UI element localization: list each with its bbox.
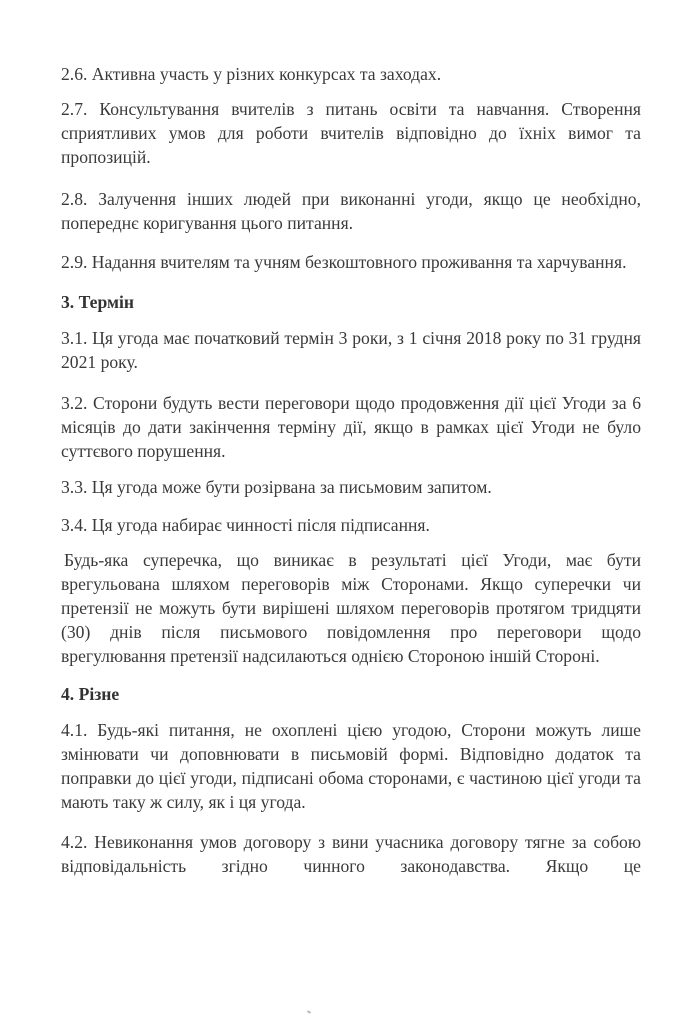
clause-3-1: 3.1. Ця угода має початковий термін 3 роки, з 1 січня 2018 року по 31 грудня 2021 року. [61, 328, 641, 372]
document-page [61, 60, 641, 878]
dispute-paragraph: Будь-яка суперечка, що виникає в результаті цієї Угоди, має бути врегульована шляхом переговорів між Сторонами. Якщо суперечки чи претензії не можуть бути вирішені шляхом переговорів протягом тридцяти (30) днів після письмового повідомлення про переговори щодо врегулювання претензії надсилаються однією Стороною іншій Стороні. [61, 550, 641, 666]
clause-4-1: 4.1. Будь-які питання, не охоплені цією угодою, Сторони можуть лише змінювати чи доповнювати в письмовій формі. Відповідно додаток та поправки до цієї угоди, підписані обома сторонами, є частиною цієї угоди та мають таку ж силу, як і ця угода. [61, 720, 641, 812]
clause-2-7: 2.7. Консультування вчителів з питань освіти та навчання. Створення сприятливих умов для роботи вчителів відповідно до їхніх вимог та пропозицій. [61, 99, 641, 167]
clause-3-2: 3.2. Сторони будуть вести переговори щодо продовження дії цієї Угоди за 6 місяців до дати закінчення терміну дії, якщо в рамках цієї Угоди не було суттєвого порушення. [61, 393, 641, 461]
clause-2-9: 2.9. Надання вчителям та учням безкоштовного проживання та харчування. [61, 252, 627, 272]
clause-3-4: 3.4. Ця угода набирає чинності після підписання. [61, 515, 430, 535]
clause-4-2: 4.2. Невиконання умов договору з вини учасника договору тягне за собою відповідальність згідно чинного законодавства. Якщо це [61, 832, 641, 876]
clause-2-8: 2.8. Залучення інших людей при виконанні угоди, якщо це необхідно, попереднє коригування цього питання. [61, 189, 641, 233]
scan-speck [307, 1010, 311, 1014]
clause-3-3: 3.3. Ця угода може бути розірвана за письмовим запитом. [61, 477, 492, 497]
section-heading-misc: 4. Різне [61, 684, 120, 704]
clause-2-6: 2.6. Активна участь у різних конкурсах та заходах. [61, 64, 442, 84]
section-heading-term: 3. Термін [61, 292, 134, 312]
